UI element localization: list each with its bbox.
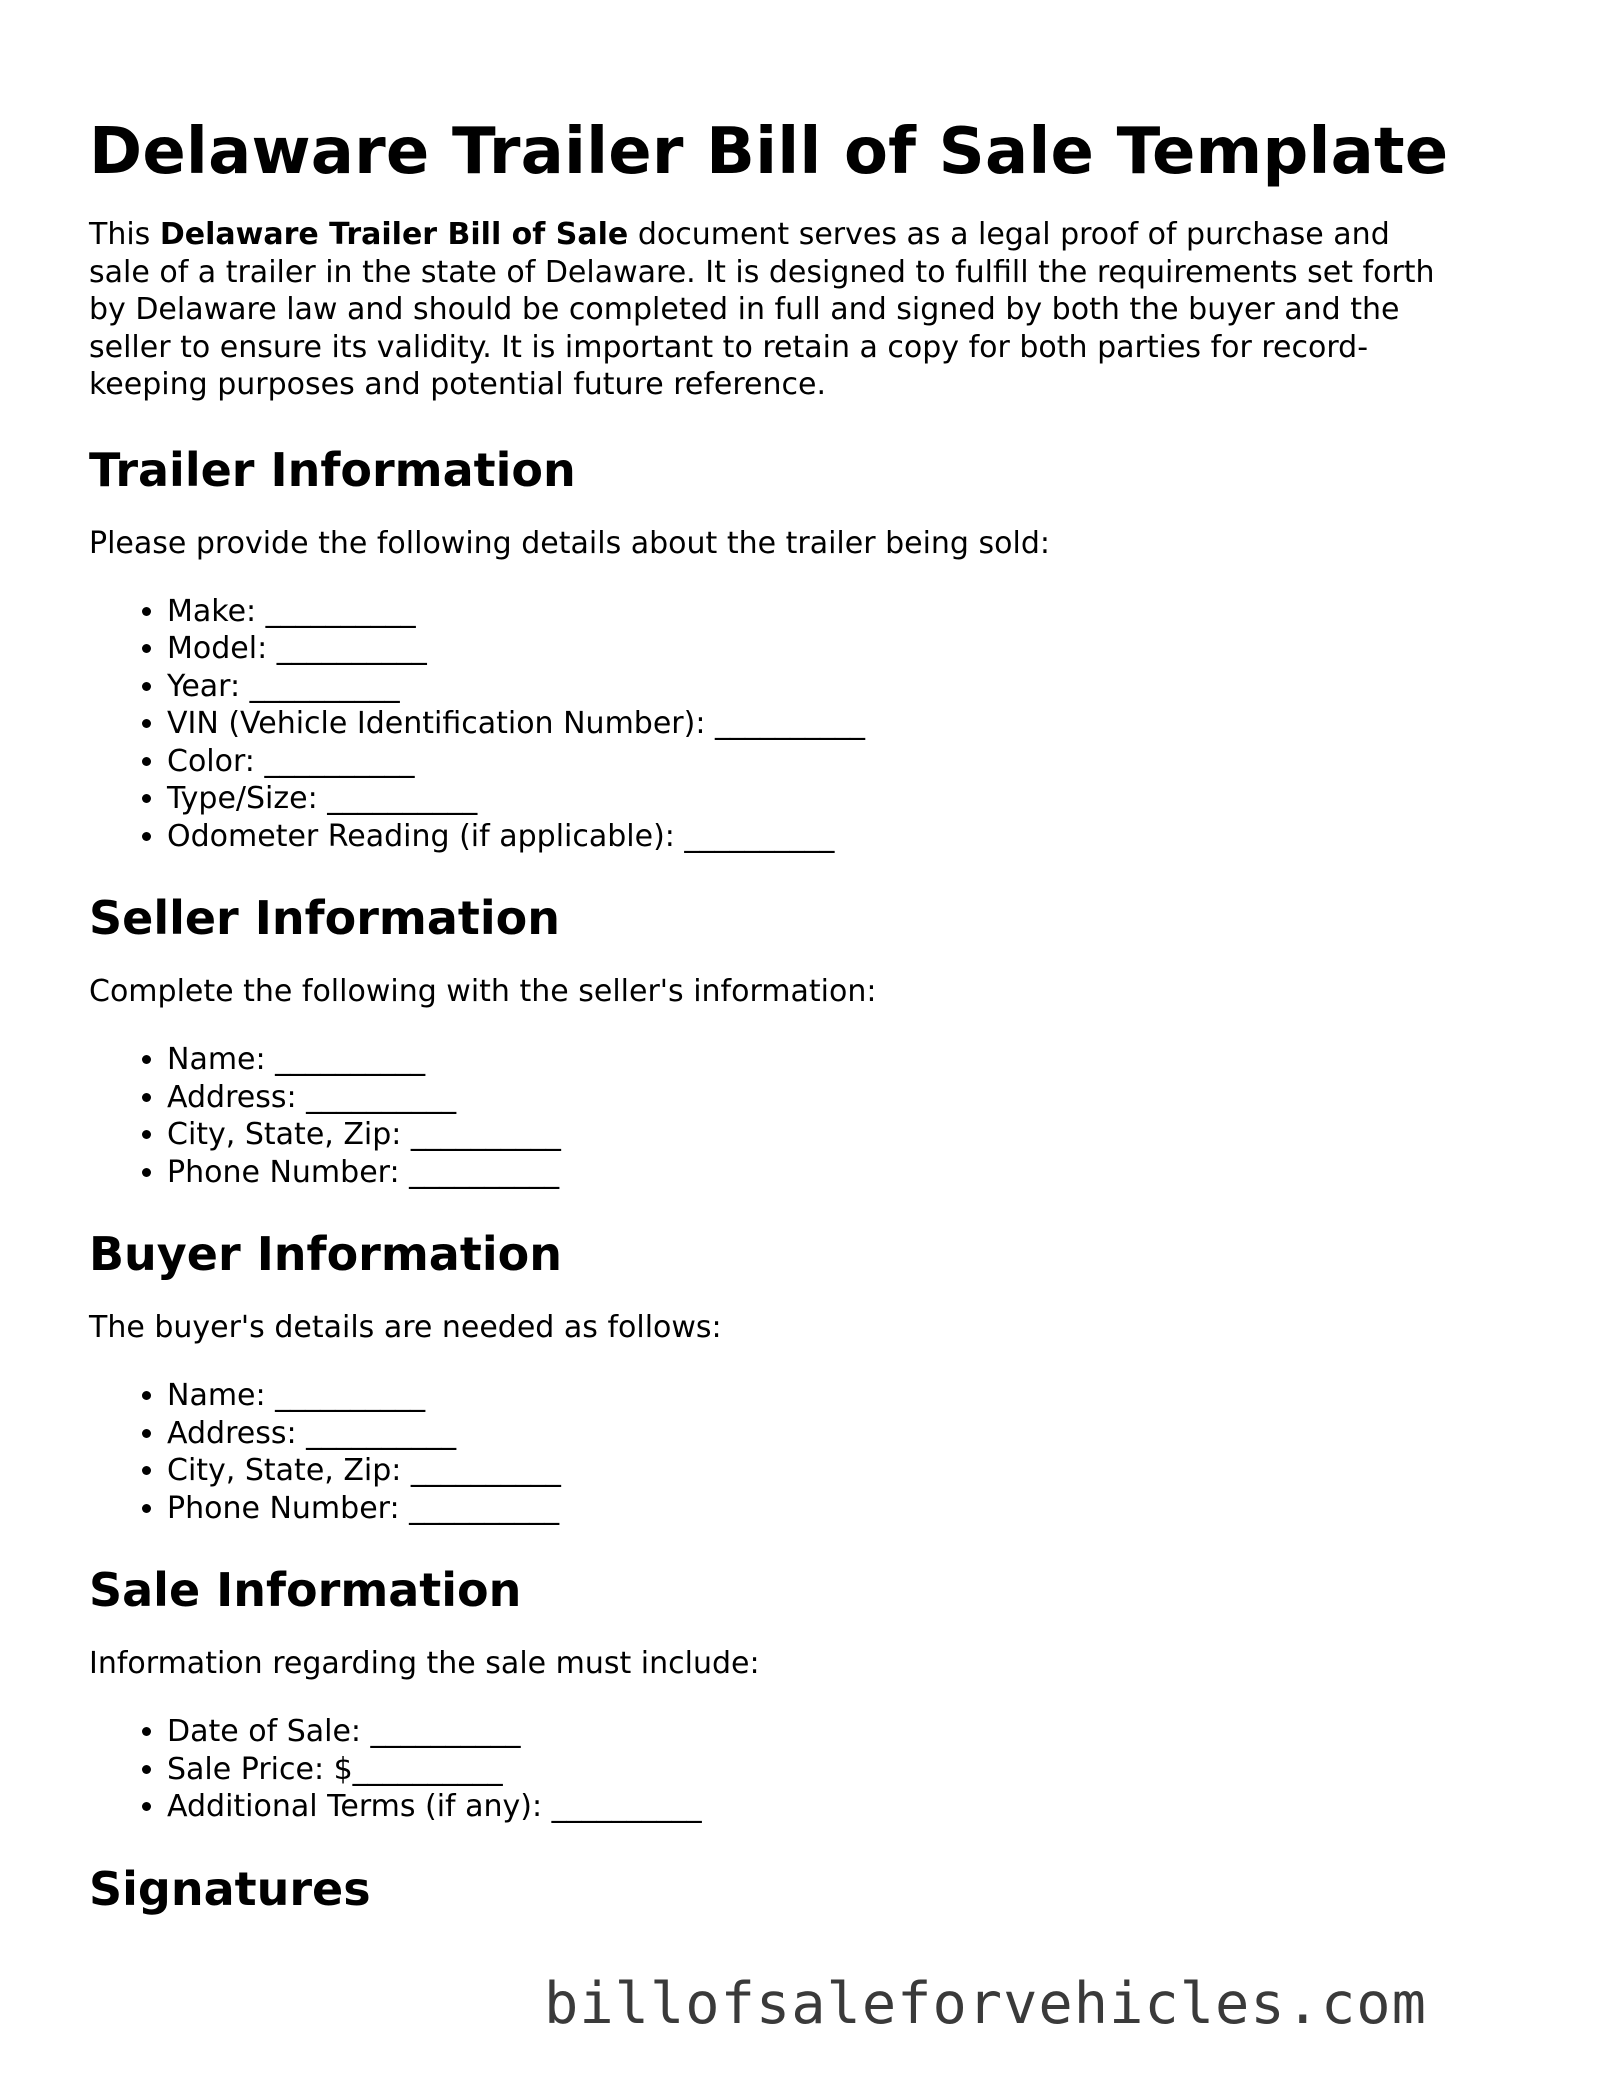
list-item: • Name: __________	[167, 1377, 1519, 1415]
section-intro-trailer: Please provide the following details about the trailer being sold:	[89, 525, 1050, 561]
list-item: • Date of Sale: __________	[167, 1713, 1519, 1751]
section-heading-seller: Seller Information	[89, 891, 561, 945]
watermark-text: billofsaleforvehicles.com	[544, 1971, 1427, 2037]
list-item: • Type/Size: __________	[167, 780, 1519, 818]
intro-line4: seller to ensure its validity. It is important to retain a copy for both parties for record-	[89, 329, 1369, 365]
list-item: • VIN (Vehicle Identification Number): __________	[167, 705, 1519, 743]
section-heading-signatures: Signatures	[89, 1861, 371, 1916]
list-item: • Name: __________	[167, 1041, 1519, 1079]
list-item: • Additional Terms (if any): __________	[167, 1788, 1519, 1826]
intro-line5: keeping purposes and potential future reference.	[89, 367, 826, 402]
document-page	[89, 108, 1519, 1919]
intro-bold-name: Delaware Trailer Bill of Sale	[159, 217, 629, 252]
list-item: • Sale Price: $__________	[167, 1751, 1519, 1789]
list-item: • Phone Number: __________	[167, 1490, 1519, 1528]
list-item: • Address: __________	[167, 1415, 1519, 1453]
intro-paragraph	[89, 216, 1519, 404]
document-title: Delaware Trailer Bill of Sale Template	[89, 115, 1449, 189]
section-intro-sale: Information regarding the sale must include:	[89, 1646, 760, 1681]
intro-line2: sale of a trailer in the state of Delaware. It is designed to fulfill the requirements set forth	[89, 254, 1435, 290]
list-item: • City, State, Zip: __________	[167, 1116, 1519, 1154]
list-item: • Odometer Reading (if applicable): __________	[167, 818, 1519, 856]
list-item: • Year: __________	[167, 668, 1519, 706]
list-item: • Model: __________	[167, 630, 1519, 668]
intro-line1: document serves as a legal proof of purchase and	[628, 217, 1390, 252]
section-heading-trailer: Trailer Information	[89, 442, 576, 497]
list-item: • City, State, Zip: __________	[167, 1452, 1519, 1490]
section-intro-buyer: The buyer's details are needed as follows:	[89, 1310, 722, 1345]
section-intro-seller: Complete the following with the seller's information:	[89, 974, 877, 1009]
section-heading-buyer: Buyer Information	[89, 1227, 562, 1281]
sale-fields-list	[89, 1713, 1519, 1826]
list-item: • Color: __________	[167, 743, 1519, 781]
seller-fields-list	[89, 1041, 1519, 1191]
intro-line3: by Delaware law and should be completed in full and signed by both the buyer and the	[89, 292, 1400, 327]
list-item: • Address: __________	[167, 1079, 1519, 1117]
list-item: • Make: __________	[167, 593, 1519, 631]
trailer-fields-list	[89, 593, 1519, 856]
buyer-fields-list	[89, 1377, 1519, 1527]
list-item: • Phone Number: __________	[167, 1154, 1519, 1192]
section-heading-sale: Sale Information	[89, 1563, 522, 1617]
intro-prefix: This	[89, 217, 160, 252]
